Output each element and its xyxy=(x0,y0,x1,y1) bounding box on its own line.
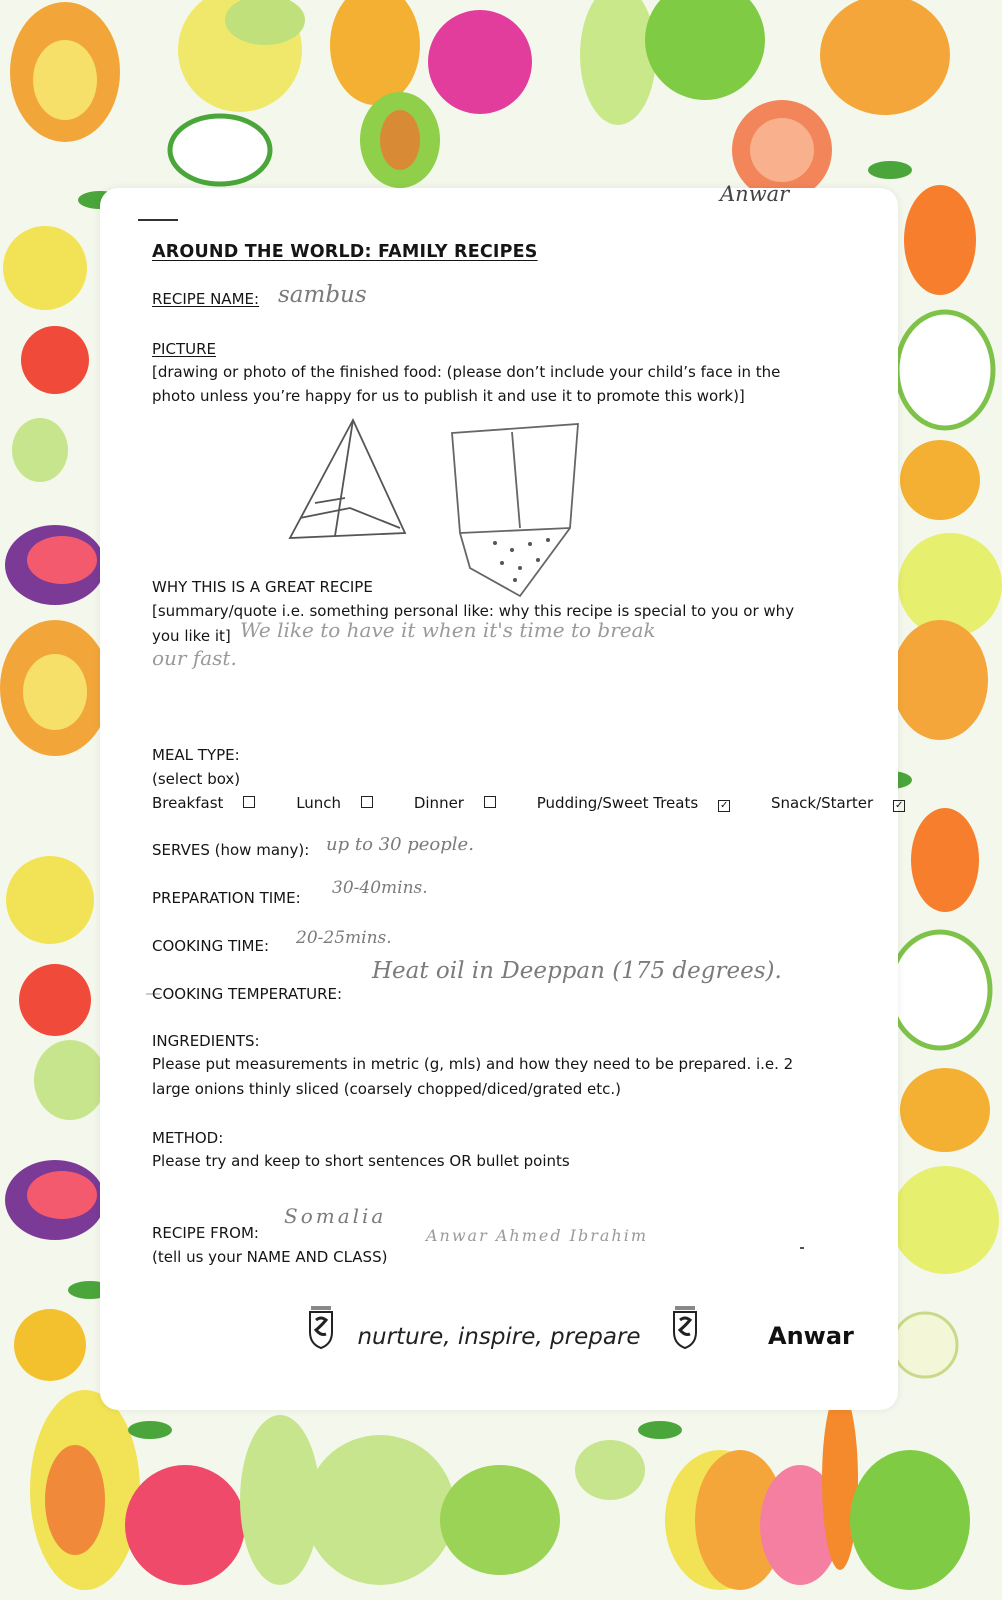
recipe-name-label: RECIPE NAME: xyxy=(152,290,260,308)
lunch-checkbox[interactable] xyxy=(361,796,373,808)
ingredients-instructions-line1: Please put measurements in metric (g, mls) and how they need to be prepared. i.e. 2 xyxy=(152,1055,794,1073)
meal-type-hint: (select box) xyxy=(152,770,241,788)
picture-heading: PICTURE xyxy=(152,340,216,358)
worksheet-title: AROUND THE WORLD: FAMILY RECIPES xyxy=(152,242,538,262)
meal-option-breakfast[interactable]: Breakfast xyxy=(152,794,273,812)
cooking-temperature-value: Heat oil in Deeppan (175 degrees). xyxy=(372,958,782,984)
samosa-drawing-triangle xyxy=(290,420,405,538)
meal-option-pudding[interactable]: Pudding/Sweet Treats ✓ xyxy=(536,794,729,812)
cooking-time-value: 20-25mins. xyxy=(296,928,392,948)
recipe-from-label: RECIPE FROM: xyxy=(152,1224,259,1242)
why-instructions-line2: you like it] xyxy=(152,627,231,645)
why-instructions-line1: [summary/quote i.e. something personal like: why this recipe is special to you or why xyxy=(152,602,795,620)
school-crest-right-icon xyxy=(672,1306,698,1350)
ingredients-instructions-line2: large onions thinly sliced (coarsely chopped/diced/grated etc.) xyxy=(152,1080,621,1098)
cooking-time-label: COOKING TIME: xyxy=(152,937,270,955)
meal-option-dinner[interactable]: Dinner xyxy=(414,794,514,812)
serves-label: SERVES (how many): xyxy=(152,841,310,859)
picture-instructions-line1: [drawing or photo of the finished food: (please don’t include your child’s face in the xyxy=(152,363,781,381)
breakfast-checkbox[interactable] xyxy=(243,796,255,808)
why-answer-line2: our fast. xyxy=(152,646,237,670)
meal-option-lunch[interactable]: Lunch xyxy=(296,794,391,812)
samosa-drawing-dots xyxy=(493,538,550,582)
meal-type-options xyxy=(152,794,941,812)
recipe-name-value: sambus xyxy=(278,282,367,308)
serves-value: up to 30 people. xyxy=(326,834,474,855)
recipe-from-name-class: Anwar Ahmed Ibrahim xyxy=(426,1226,648,1245)
prep-time-value: 30-40mins. xyxy=(332,878,428,898)
author-signature: Anwar xyxy=(768,1322,854,1350)
snack-checkbox[interactable]: ✓ xyxy=(894,800,904,811)
samosa-drawing-cone xyxy=(452,424,578,596)
footer-motto: nurture, inspire, prepare xyxy=(357,1324,641,1350)
why-answer-line1: We like to have it when it's time to break xyxy=(240,618,656,642)
recipe-from-country: Somalia xyxy=(284,1204,387,1228)
pudding-checkbox[interactable]: ✓ xyxy=(719,800,729,811)
why-heading: WHY THIS IS A GREAT RECIPE xyxy=(152,578,373,596)
dinner-checkbox[interactable] xyxy=(484,796,496,808)
cooking-temperature-label: COOKING TEMPERATURE: xyxy=(152,985,343,1003)
meal-type-heading: MEAL TYPE: xyxy=(152,746,240,764)
method-instructions-line1: Please try and keep to short sentences OR bullet points xyxy=(152,1152,570,1170)
meal-option-snack[interactable]: Snack/Starter ✓ xyxy=(770,794,904,812)
recipe-worksheet xyxy=(100,182,904,1410)
ingredients-heading: INGREDIENTS: xyxy=(152,1032,260,1050)
corner-note: Anwar xyxy=(720,182,790,206)
recipe-from-hint: (tell us your NAME AND CLASS) xyxy=(152,1248,388,1266)
picture-instructions-line2: photo unless you’re happy for us to publish it and use it to promote this work)] xyxy=(152,387,745,405)
prep-time-label: PREPARATION TIME: xyxy=(152,889,301,907)
method-heading: METHOD: xyxy=(152,1129,224,1147)
